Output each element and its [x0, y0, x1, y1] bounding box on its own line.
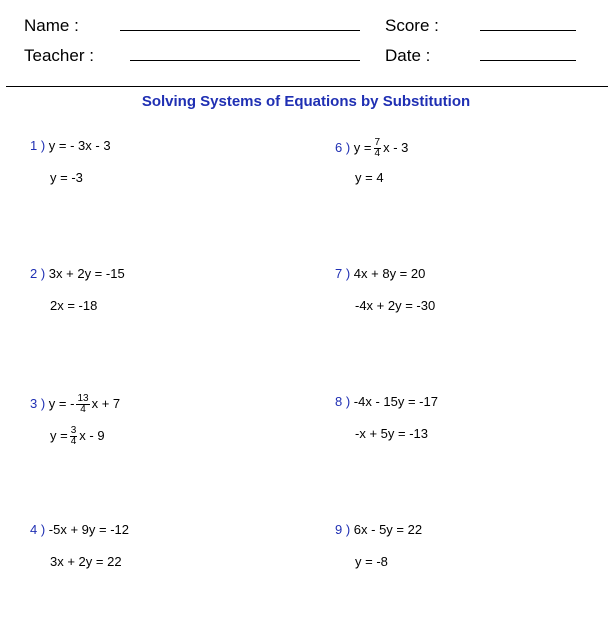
name-line — [120, 30, 360, 31]
equation-first — [335, 522, 422, 538]
equation-second — [355, 554, 388, 570]
name-label: Name : — [24, 16, 79, 35]
equation-first — [335, 266, 425, 282]
equation-text: y = -3 — [50, 170, 83, 185]
equation-text: -4x + 2y = -30 — [355, 298, 436, 313]
equation-second — [50, 170, 83, 186]
fraction-numerator: 3 — [70, 425, 77, 436]
problem-number: 7 ) — [335, 266, 351, 281]
equation-second — [355, 170, 384, 186]
problem-number: 8 ) — [335, 394, 351, 409]
equation-text: x + 7 — [91, 395, 121, 411]
equation-text: 3x + 2y = -15 — [48, 266, 125, 281]
fraction-denominator: 4 — [80, 404, 86, 415]
equation-first — [30, 394, 120, 415]
equation-first — [335, 138, 408, 159]
equation-text: y = 4 — [355, 170, 384, 185]
equation-text: y = - 3x - 3 — [48, 138, 111, 153]
equation-text: y = -8 — [355, 554, 388, 569]
fraction-denominator: 4 — [374, 148, 381, 159]
equation-second — [50, 426, 105, 447]
date-line — [480, 60, 576, 61]
equation-second — [50, 298, 97, 314]
equation-text: x - 3 — [383, 139, 409, 155]
problem-number: 2 ) — [30, 266, 46, 281]
problem-number: 4 ) — [30, 522, 46, 537]
equation-text: 4x + 8y = 20 — [353, 266, 426, 281]
equation-second — [355, 426, 428, 442]
fraction — [374, 138, 382, 159]
equation-text: 3x + 2y = 22 — [50, 554, 122, 569]
equation-text: 2x = -18 — [50, 298, 98, 313]
date-label: Date : — [385, 46, 431, 65]
problem-number: 6 ) — [335, 139, 351, 155]
equation-text: x - 9 — [79, 427, 105, 443]
equation-text: y = — [353, 139, 372, 155]
worksheet-title: Solving Systems of Equations by Substitution — [141, 93, 471, 110]
header-divider — [6, 86, 608, 87]
fraction-numerator: 7 — [374, 137, 381, 148]
equation-text: 6x - 5y = 22 — [353, 522, 423, 537]
problem-number: 9 ) — [335, 522, 351, 537]
equation-first — [335, 394, 438, 410]
teacher-label: Teacher : — [24, 46, 94, 65]
equation-text: -4x - 15y = -17 — [353, 394, 438, 409]
equation-text: y = - — [48, 395, 75, 411]
fraction — [76, 394, 89, 415]
equation-first — [30, 522, 129, 538]
equation-text: -x + 5y = -13 — [355, 426, 428, 441]
problem-number: 1 ) — [30, 138, 46, 153]
equation-text: y = — [50, 427, 68, 443]
equation-second — [50, 554, 122, 570]
score-line — [480, 30, 576, 31]
problem-number: 3 ) — [30, 395, 46, 411]
fraction-numerator: 13 — [77, 393, 89, 404]
teacher-line — [130, 60, 360, 61]
fraction — [70, 426, 78, 447]
equation-second — [355, 298, 435, 314]
fraction-denominator: 4 — [70, 436, 77, 447]
equation-text: -5x + 9y = -12 — [48, 522, 130, 537]
score-label: Score : — [385, 16, 439, 35]
equation-first — [30, 266, 125, 282]
equation-first — [30, 138, 111, 154]
